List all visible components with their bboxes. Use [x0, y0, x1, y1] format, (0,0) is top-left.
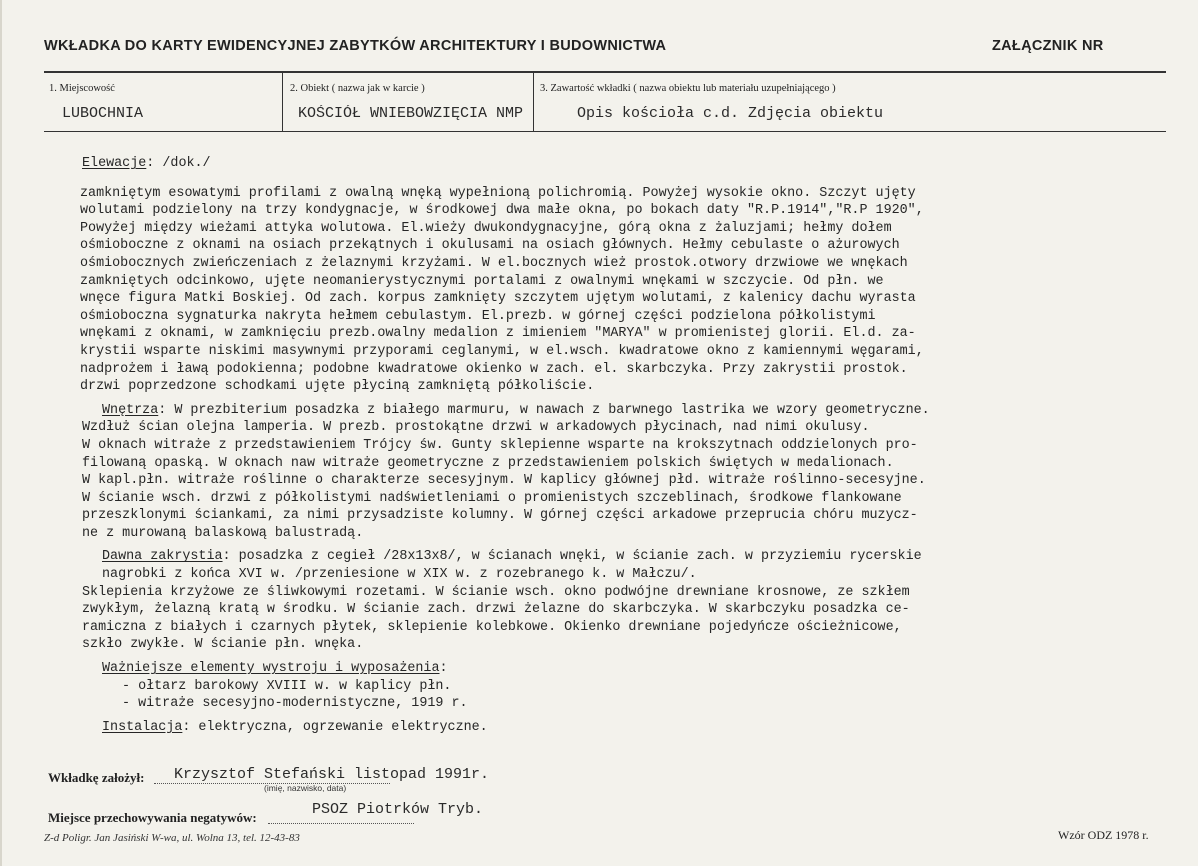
locality-label: 1. Miejscowość [49, 83, 115, 94]
elevations-line: zamkniętych odcinkowo, ujęte neomanierystycznymi portalami z owalnymi wnękami w szczycie. Od płn. we [80, 273, 884, 289]
sacristy-second-line: nagrobki z końca XVI w. /przeniesione w XIX w. z rozebranego k. w Małczu/. [102, 567, 697, 583]
field-divider-2 [533, 73, 534, 131]
furnishings-heading: Ważniejsze elementy wystroju i wyposażenia [102, 661, 440, 677]
furnishings-suffix: : [439, 661, 448, 677]
sacristy-heading: Dawna zakrystia [102, 549, 223, 565]
negatives-label: Miejsce przechowywania negatywów: [48, 810, 257, 825]
elevations-line: wnęce figura Matki Boskiej. Od zach. korpus zamknięty szczytem ujętym wolutami, z kalenicy dachu wyrasta [80, 291, 916, 307]
interior-line: W ścianie wsch. drzwi z półkolistymi nadświetleniami o promienistych szczeblinach, środkowe flankowane [82, 490, 902, 506]
form-number: Wzór ODZ 1978 r. [1058, 828, 1149, 842]
interior-line: W oknach witraże z przedstawieniem Trójcy św. Gunty sklepienne wsparte na krokszytnach oddzielonych pro- [82, 437, 918, 453]
elevations-line: nadprożem i ławą podokienna; podobne kwadratowe okienko w zach. el. skarbczyka. Przy zakrystii prostok. [80, 361, 908, 377]
interior-heading-line [82, 402, 1162, 420]
elevations-heading-line [82, 155, 1162, 173]
interior-line: filowaną opaską. W oknach naw witraże geometryczne z przedstawieniem polskich świętych w medalionach. [82, 455, 894, 471]
elevations-suffix: : /dok./ [146, 156, 211, 171]
negatives-value: PSOZ Piotrków Tryb. [312, 801, 484, 818]
elevations-line: drzwi poprzedzone schodkami ujęte płyciną zamkniętą półkoliście. [80, 379, 595, 395]
elevations-heading: Elewacje [82, 156, 147, 171]
prepared-by-value: Krzysztof Stefański listopad 1991r. [174, 766, 490, 783]
installation-line [82, 719, 1162, 737]
locality-value: LUBOCHNIA [62, 105, 144, 122]
elevations-line: wnękami z oknami, w zamknięciu prezb.owalny medalion z imieniem "MARYA" w promienistej glorii. El.d. za- [80, 326, 916, 342]
top-rule [44, 71, 1166, 73]
elevations-line: zamkniętym esowatymi profilami z owalną wnęką wypełnioną polichromią. Powyżej wysokie okno. Szczyt ujęty [80, 185, 916, 201]
elevations-line: ośmioboczne z oknami na osiach przekątnych i okulusami na osiach głównych. Hełmy cebulaste o ażurowych [80, 238, 900, 254]
elevations-line: krystii wsparte niskimi masywnymi przyporami ceglanymi, w el.wsch. kwadratowe okno z kamiennymi węgarami, [80, 343, 924, 359]
prepared-by-hint: (imię, nazwisko, data) [264, 783, 347, 793]
elevations-line: ośmioboczna sygnaturka nakryta hełmem cebulastym. El.prezb. w górnej części podzielona półkolistymi [80, 308, 876, 324]
interior-heading: Wnętrza [102, 402, 159, 418]
interior-line: Wzdłuż ścian olejna lamperia. W prezb. prostokątne drzwi w arkadowych płycinach, nad nimi okulusy. [82, 420, 870, 436]
negatives-dotted-line [268, 823, 414, 824]
elevations-line: ośmiobocznych zwieńczeniach z żelaznymi krzyżami. W el.bocznych wież prostok.otwory drzwiowe we wnękach [80, 255, 908, 271]
installation-heading: Instalacja [102, 719, 183, 735]
interior-line: W kapl.płn. witraże roślinne o charakterze secesyjnym. W kaplicy głównej płd. witraże roślinno-secesyjne. [82, 473, 926, 489]
description-text [82, 155, 1162, 736]
sacristy-line: ramiczna z białych i czarnych płytek, sklepienie kolebkowe. Okienko drewniane pojedyńcze ościeżnicowe, [82, 619, 902, 635]
sacristy-line: Sklepienia krzyżowe ze śliwkowymi rozetami. W ścianie wsch. okno podwójne drewniane krosnowe, ze szkłem [82, 584, 910, 600]
form-title: WKŁADKA DO KARTY EWIDENCYJNEJ ZABYTKÓW ARCHITEKTURY I BUDOWNICTWA [44, 38, 667, 54]
furnishings-item: - witraże secesyjno-modernistyczne, 1919 r. [122, 696, 468, 712]
furnishings-item: - ołtarz barokowy XVIII w. w kaplicy płn. [122, 678, 452, 694]
elevations-line: Powyżej między wieżami attyka wolutowa. El.wieży dwukondygnacyjne, górą okna z żaluzjami; hełmy dołem [80, 220, 892, 236]
interior-line: ne z murowaną balaskową balustradą. [82, 525, 364, 541]
sacristy-heading-line [82, 548, 1162, 566]
sacristy-line: szkło zwykłe. W ścianie płn. wnęka. [82, 637, 364, 653]
field-divider-1 [282, 73, 283, 131]
content-value: Opis kościoła c.d. Zdjęcia obiektu [577, 105, 884, 122]
object-label: 2. Obiekt ( nazwa jak w karcie ) [290, 83, 425, 94]
sacristy-first-line: : posadzka z cegieł /28x13x8/, w ścianach wnęki, w ścianie zach. w przyziemiu rycerskie [222, 549, 922, 565]
annex-label: ZAŁĄCZNIK NR [992, 38, 1104, 54]
installation-text: : elektryczna, ogrzewanie elektryczne. [182, 719, 488, 735]
elevations-line: wolutami podzielony na trzy kondygnacje, w środkowej dwa małe okna, po bokach daty "R.P.1914","R.P 1920", [80, 203, 924, 219]
printer-imprint: Z-d Poligr. Jan Jasiński W-wa, ul. Wolna 13, tel. 12-43-83 [44, 832, 300, 844]
sacristy-line: zwykłym, żelazną kratą w środku. W ścianie zach. drzwi żelazne do skarbczyka. W skarbczyku posadzka ce- [82, 602, 910, 618]
prepared-by-label: Wkładkę założył: [48, 770, 145, 785]
interior-first-line: : W prezbiterium posadzka z białego marmuru, w nawach z barwnego lastrika we wzory geometryczne. [158, 402, 930, 418]
interior-line: przeszklonymi ściankami, za nimi przysadziste kolumny. W górnej części arkadowe przeprucia chóru muzycz- [82, 508, 918, 524]
object-value: KOŚCIÓŁ WNIEBOWZIĘCIA NMP [298, 105, 524, 122]
content-label: 3. Zawartość wkładki ( nazwa obiektu lub materiału uzupełniającego ) [540, 83, 836, 94]
furnishings-heading-line [82, 660, 1162, 678]
fields-bottom-rule [44, 131, 1166, 132]
